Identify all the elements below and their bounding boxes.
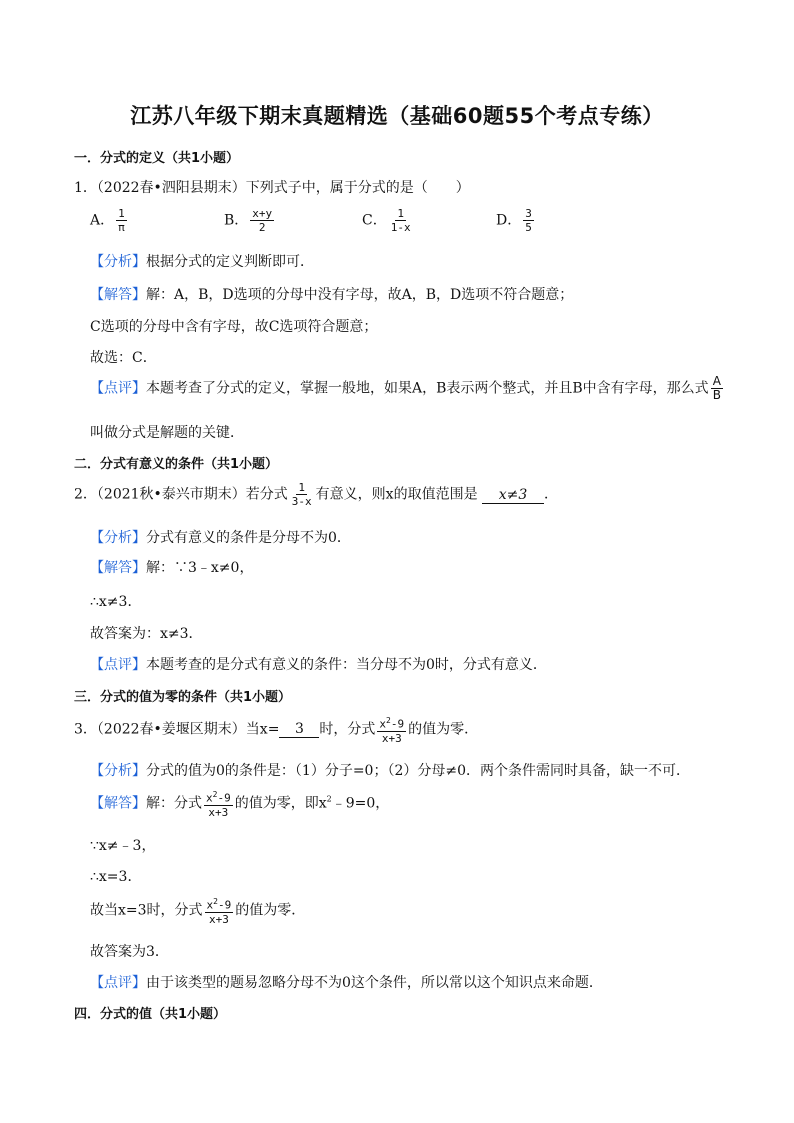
q2-answer-line1: 【解答】解：∵3﹣x≠0， <box>90 560 254 576</box>
q1-option-c: C． $\frac{1}{1-x}$ <box>362 207 411 234</box>
q1-answer-line1: 【解答】解：A，B，D选项的分母中没有字母，故A，B，D选项不符合题意； <box>90 287 574 303</box>
section-heading-1: 一．分式的定义（共1小题） <box>74 151 240 166</box>
section-heading-3: 三．分式的值为零的条件（共1小题） <box>74 690 292 705</box>
q3-answer-line1: 【解答】解：分式 $\frac{x^2-9}{x+3}$ 的值为零，即$x^2﹣9=0$， <box>90 790 390 819</box>
q1-analysis: 【分析】根据分式的定义判断即可． <box>90 254 314 270</box>
q3-answer-line4: 故当x=3时，分式 $\frac{x^2-9}{x+3}$ 的值为零． <box>90 897 306 926</box>
q2-answer-blank: x≠3 <box>482 487 544 504</box>
q2-stem: 2．（2021秋•泰兴市期末）若分式 $\frac{1}{3-x}$ 有意义，则x的取值范围是 x≠3 ． <box>74 481 559 508</box>
q2-answer-line3: 故答案为：x≠3． <box>90 626 203 642</box>
q1-answer-line3: 故选：C． <box>90 350 157 366</box>
q3-stem: 3．（2022春•姜堰区期末）当x= 3 时，分式 $\frac{x^2-9}{x+3}$ 的值为零． <box>74 716 479 745</box>
q1-stem: 1．（2022春•泗阳县期末）下列式子中，属于分式的是（ ） <box>74 180 470 196</box>
q1-option-b: B． $\frac{x+y}{2}$ <box>224 207 273 234</box>
q3-answer-blank: 3 <box>279 721 319 738</box>
q1-comment-line1: 【点评】本题考查了分式的定义，掌握一般地，如果A，B表示两个整式，并且B中含有字母，那么式 $\frac{A}{B}$ <box>90 374 721 402</box>
q3-analysis: 【分析】分式的值为0的条件是：（1）分子=0；（2）分母≠0．两个条件需同时具备，缺一不可． <box>90 763 690 779</box>
q3-comment: 【点评】由于该类型的题易忽略分母不为0这个条件，所以常以这个知识点来命题． <box>90 975 603 991</box>
q3-answer-line3: ∴x=3． <box>90 869 142 885</box>
q1-option-a: A． $\frac{1}{\pi}$ <box>90 207 125 234</box>
q3-answer-line2: ∵x≠﹣3， <box>90 838 156 854</box>
q1-answer-line2: C选项的分母中含有字母，故C选项符合题意； <box>90 319 378 335</box>
section-heading-4: 四．分式的值（共1小题） <box>74 1007 227 1022</box>
page-title: 江苏八年级下期末真题精选（基础60题55个考点专练） <box>130 104 664 128</box>
section-heading-2: 二．分式有意义的条件（共1小题） <box>74 457 279 472</box>
q2-answer-line2: ∴x≠3． <box>90 594 142 610</box>
q3-answer-line5: 故答案为3． <box>90 944 169 960</box>
q2-analysis: 【分析】分式有意义的条件是分母不为0． <box>90 530 351 546</box>
q2-comment: 【点评】本题考查的是分式有意义的条件：当分母不为0时，分式有意义． <box>90 657 547 673</box>
q1-option-d: D． $\frac{3}{5}$ <box>496 207 532 234</box>
q1-comment-line2: 叫做分式是解题的关键． <box>90 425 244 441</box>
